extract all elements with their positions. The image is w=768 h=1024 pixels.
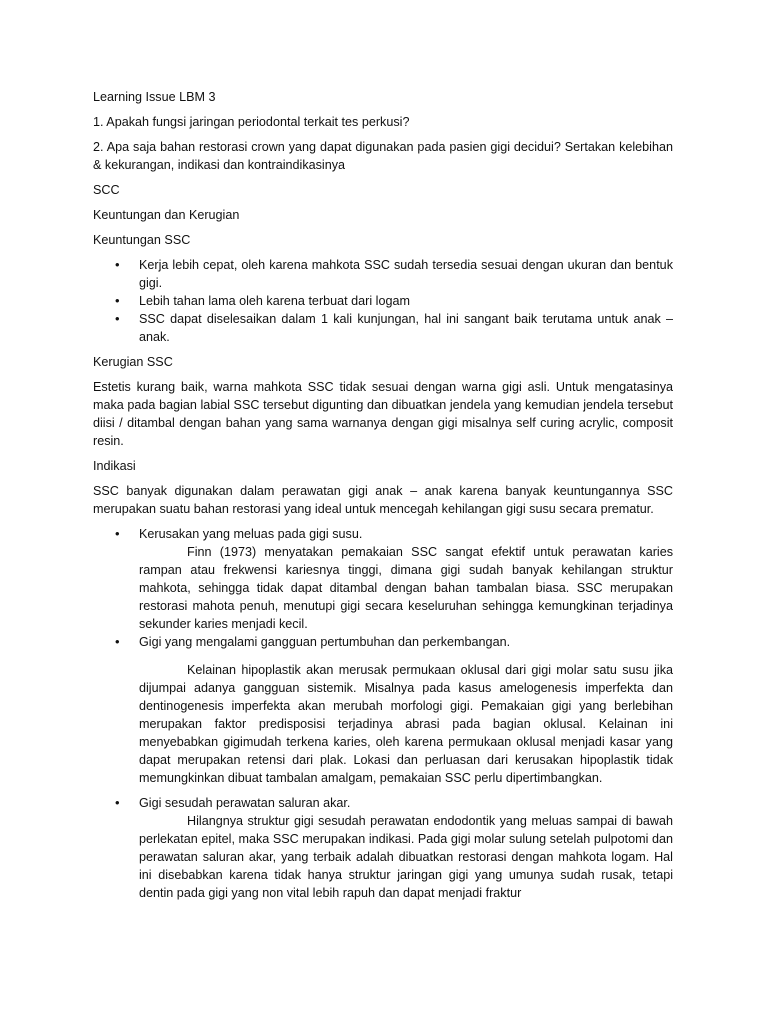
list-item-text: Gigi yang mengalami gangguan pertumbuhan dan perkembangan. xyxy=(139,635,511,649)
list-item xyxy=(93,525,673,633)
heading-scc: SCC xyxy=(93,183,120,197)
bullet-icon: • xyxy=(115,795,120,810)
indikasi-intro: SSC banyak digunakan dalam perawatan gigi anak – anak karena banyak keuntungannya SSC merupakan suatu bahan restorasi yang ideal untuk mencegah kehilangan gigi susu secara prematur. xyxy=(93,484,673,516)
list-item xyxy=(93,292,673,310)
list-item xyxy=(93,794,673,902)
question-1: 1. Apakah fungsi jaringan periodontal terkait tes perkusi? xyxy=(93,115,410,129)
question-2: 2. Apa saja bahan restorasi crown yang dapat digunakan pada pasien gigi decidui? Sertakan kelebihan & kekurangan, indikasi dan kontraindikasinya xyxy=(93,140,673,172)
list-item-text: Kerusakan yang meluas pada gigi susu. xyxy=(139,527,363,541)
kerugian-paragraph: Estetis kurang baik, warna mahkota SSC tidak sesuai dengan warna gigi asli. Untuk mengatasinya maka pada bagian labial SSC tersebut digunting dan dibuatkan jendela yang kemudian jendela tersebut diisi / ditambal dengan bahan yang sama warnanya dengan gigi misalnya self curing acrylic, composit resin. xyxy=(93,380,673,448)
bullet-icon: • xyxy=(115,634,120,649)
document-title: Learning Issue LBM 3 xyxy=(93,90,216,104)
list-item xyxy=(93,633,673,787)
bullet-icon: • xyxy=(115,257,120,272)
list-item-detail: Finn (1973) menyatakan pemakaian SSC sangat efektif untuk perawatan karies rampan atau frekwensi kariesnya tinggi, dimana gigi sudah banyak kehilangan struktur mahkota, sehingga tidak dapat ditambal dengan bahan tambalan biasa. SSC merupakan restorasi mahota penuh, menutupi gigi secara keseluruhan sehingga kemungkinan terjadinya sekunder karies menjadi kecil. xyxy=(139,545,673,631)
indikasi-list xyxy=(93,525,673,902)
list-item-detail: Kelainan hipoplastik akan merusak permukaan oklusal dari gigi molar satu susu jika dijumpai adanya gangguan sistemik. Misalnya pada kasus amelogenesis imperfekta dan dentinogenesis imperfekta akan merubah morfologi gigi. Pemakaian gigi yang berlebihan merupakan faktor predisposisi terjadinya abrasi pada bagian oklusal. Kelainan ini menyebabkan gigimudah terkena karies, oleh karena permukaan oklusal menjadi kasar yang dapat merupakan retensi dari plak. Lokasi dan perluasan dari kerusakan hipoplastik tidak memungkinkan dibuat tambalan amalgam, pemakaian SSC perlu dipertimbangkan. xyxy=(139,663,673,785)
heading-keuntungan-kerugian: Keuntungan dan Kerugian xyxy=(93,208,240,222)
list-item xyxy=(93,256,673,292)
list-item-text: Lebih tahan lama oleh karena terbuat dari logam xyxy=(139,294,410,308)
list-item-text: SSC dapat diselesaikan dalam 1 kali kunjungan, hal ini sangant baik terutama untuk anak – anak. xyxy=(139,312,673,344)
keuntungan-list xyxy=(93,256,673,346)
list-item-text: Kerja lebih cepat, oleh karena mahkota SSC sudah tersedia sesuai dengan ukuran dan bentuk gigi. xyxy=(139,258,673,290)
bullet-icon: • xyxy=(115,526,120,541)
heading-kerugian-ssc: Kerugian SSC xyxy=(93,355,173,369)
bullet-icon: • xyxy=(115,311,120,326)
document-body xyxy=(93,88,673,902)
list-item-text: Gigi sesudah perawatan saluran akar. xyxy=(139,796,351,810)
list-item-detail: Hilangnya struktur gigi sesudah perawatan endodontik yang meluas sampai di bawah perlekatan epitel, maka SSC merupakan indikasi. Pada gigi molar sulung setelah pulpotomi dan perawatan saluran akar, yang terbaik adalah dibuatkan restorasi dengan mahkota logam. Hal ini disebabkan karena tidak hanya struktur jaringan gigi yang umunya sudah rusak, tetapi dentin pada gigi yang non vital lebih rapuh dan dapat menjadi fraktur xyxy=(139,814,673,900)
heading-indikasi: Indikasi xyxy=(93,459,136,473)
heading-keuntungan-ssc: Keuntungan SSC xyxy=(93,233,191,247)
bullet-icon: • xyxy=(115,293,120,308)
list-item xyxy=(93,310,673,346)
